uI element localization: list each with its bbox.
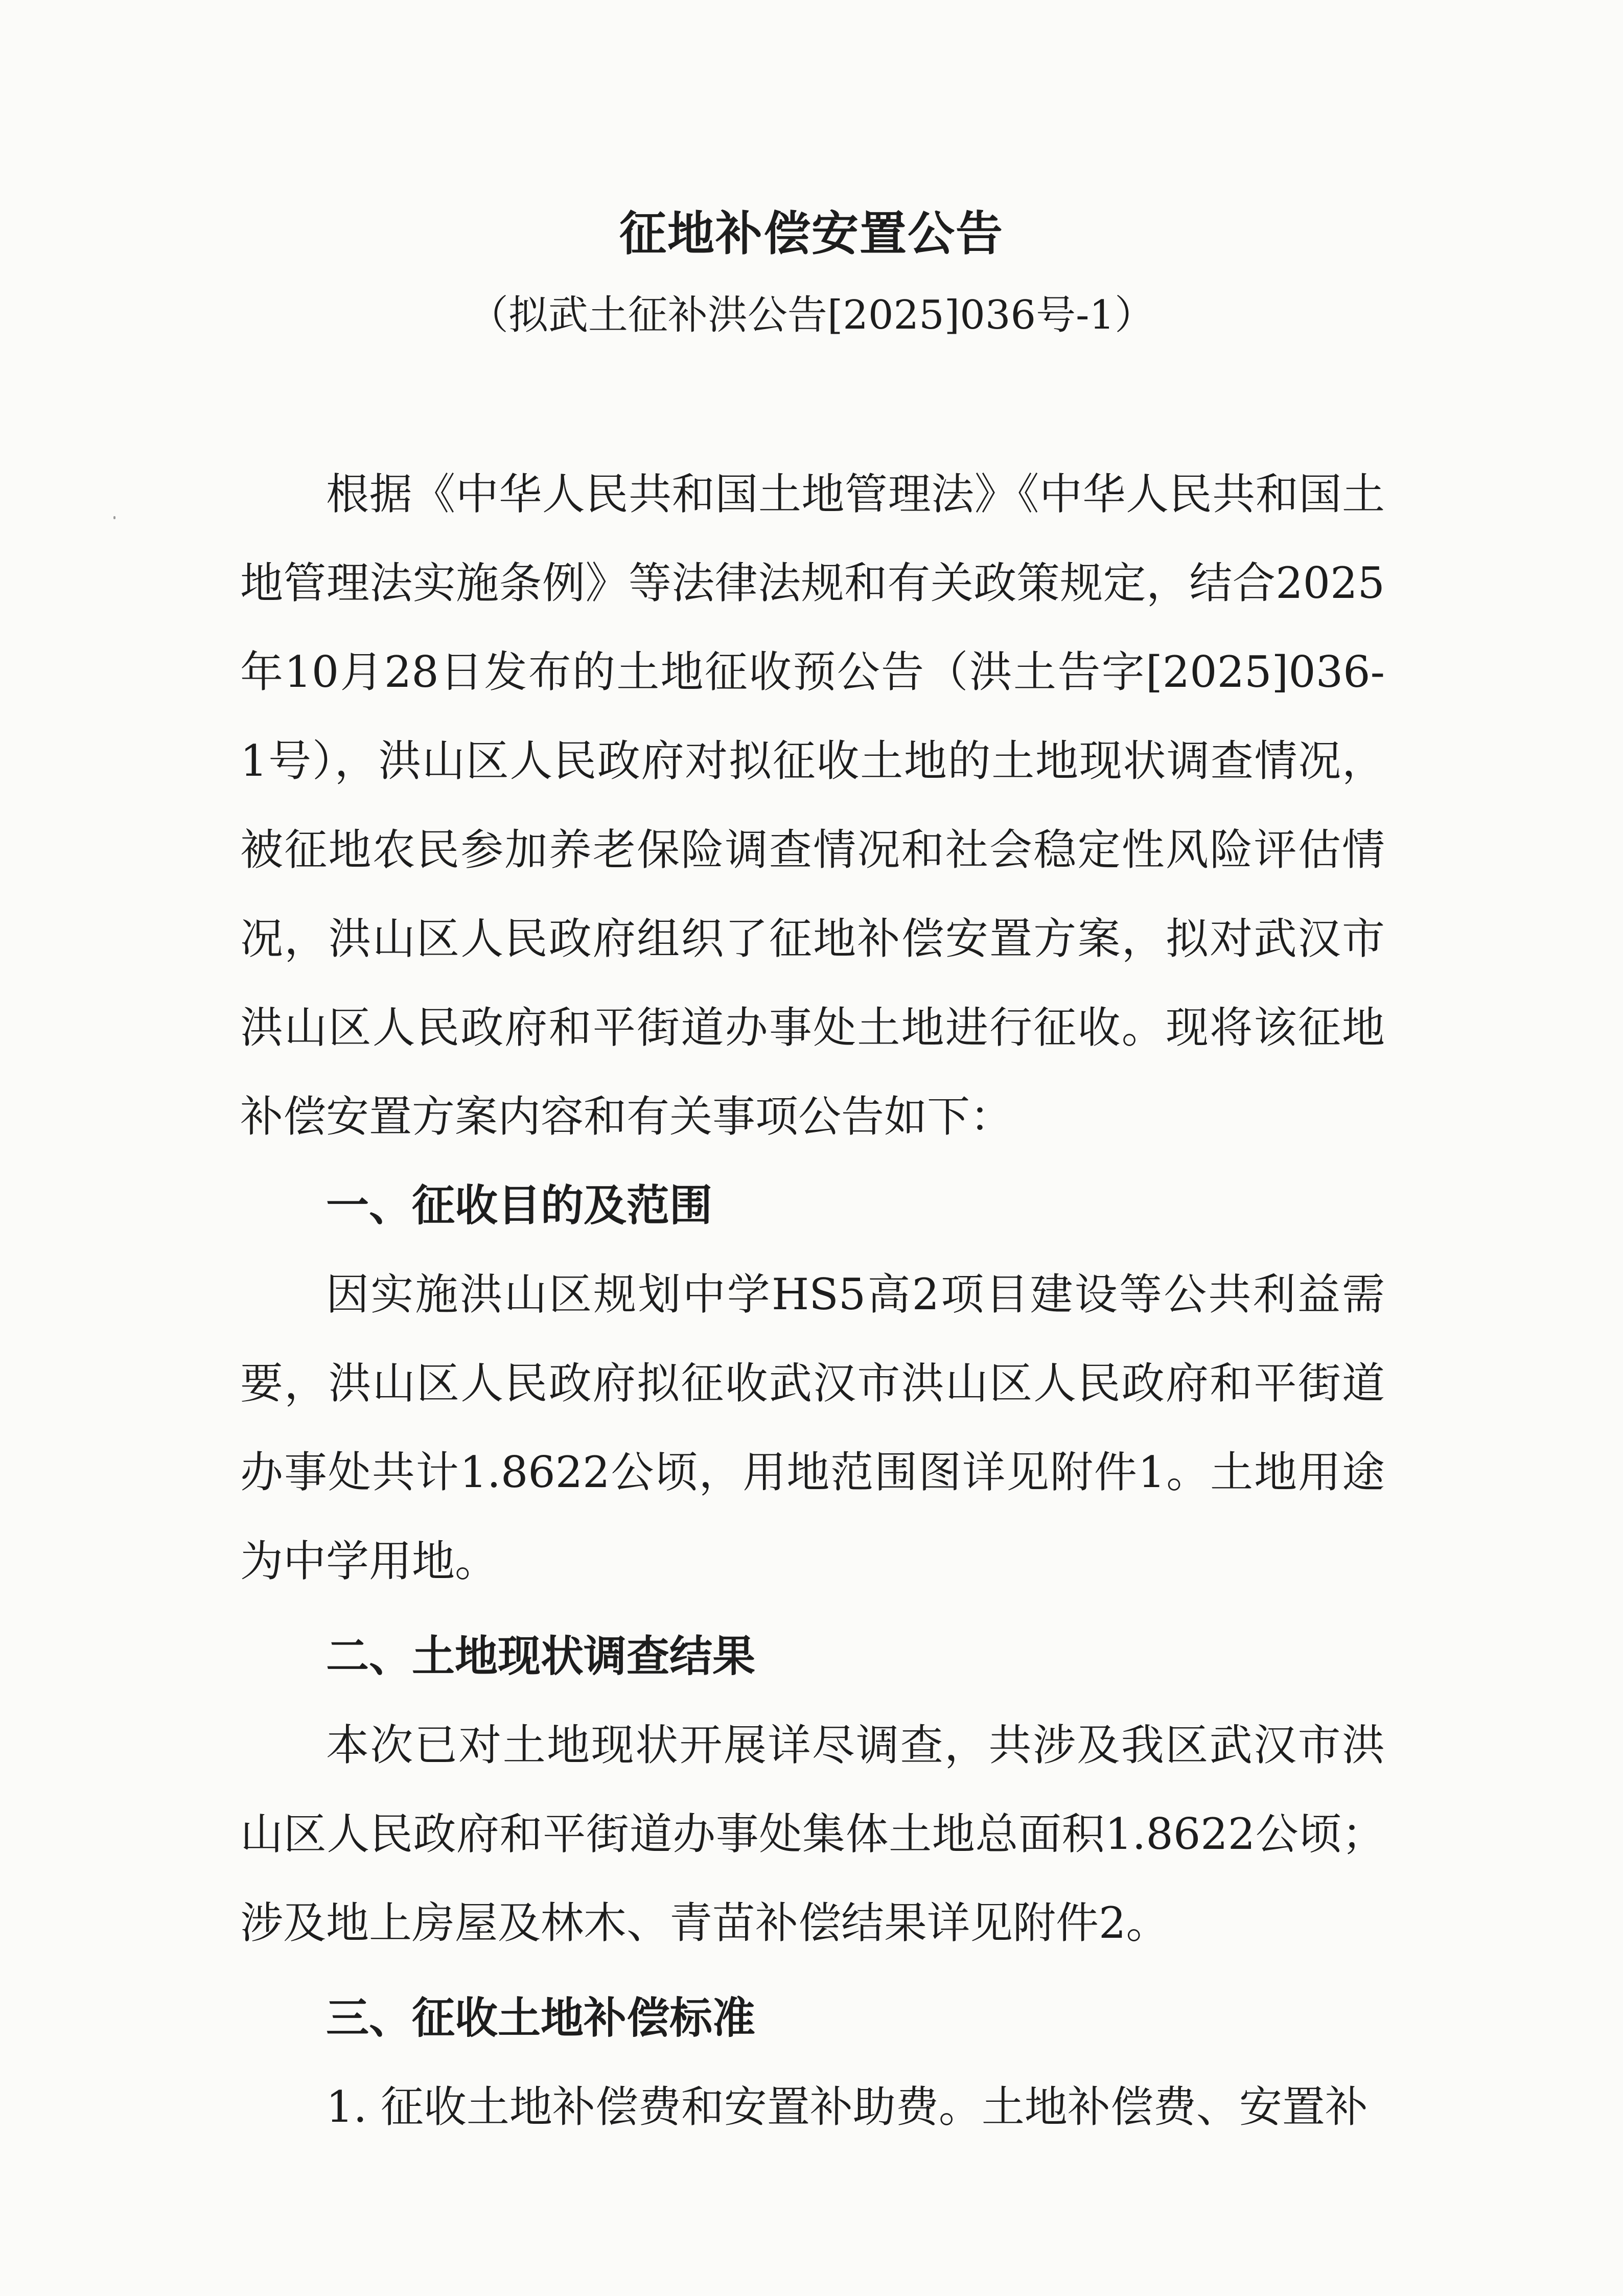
section-heading-standard: 三、征收土地补偿标准 xyxy=(326,1993,756,2043)
section-heading-purpose: 一、征收目的及范围 xyxy=(326,1180,713,1231)
scan-speck xyxy=(113,516,115,519)
section-heading-survey: 二、土地现状调查结果 xyxy=(326,1631,756,1681)
page-title: 征地补偿安置公告 xyxy=(619,206,1004,261)
document-number: （拟武土征补洪公告[2025]036号-1） xyxy=(468,292,1155,338)
section-text-standard: 1. 征收土地补偿费和安置补助费。土地补偿费、安置补 xyxy=(326,2082,1368,2132)
intro-paragraph: 根据《中华人民共和国土地管理法》《中华人民共和国土地管理法实施条例》等法律法规和有关政策规定，结合2025年10月28日发布的土地征收预公告（洪土告字[2025]036-1号），洪山区人民政府对拟征收土地的土地现状调查情况，被征地农民参加养老保险调查情况和社会稳定性风险评估情况，洪山区人民政府组织了征地补偿安置方案，拟对武汉市洪山区人民政府和平街道办事处土地进行征收。现将该征地补偿安置方案内容和有关事项公告如下： xyxy=(240,469,1385,1142)
section-text-purpose: 因实施洪山区规划中学HS5高2项目建设等公共利益需要，洪山区人民政府拟征收武汉市洪山区人民政府和平街道办事处共计1.8622公顷，用地范围图详见附件1。土地用途为中学用地。 xyxy=(240,1269,1385,1586)
spacer xyxy=(240,1606,1385,1612)
section-text-survey: 本次已对土地现状开展详尽调查，共涉及我区武汉市洪山区人民政府和平街道办事处集体土地总面积1.8622公顷；涉及地上房屋及林木、青苗补偿结果详见附件2。 xyxy=(240,1720,1385,1948)
document-body xyxy=(240,450,1385,2151)
spacer xyxy=(240,1967,1385,1974)
